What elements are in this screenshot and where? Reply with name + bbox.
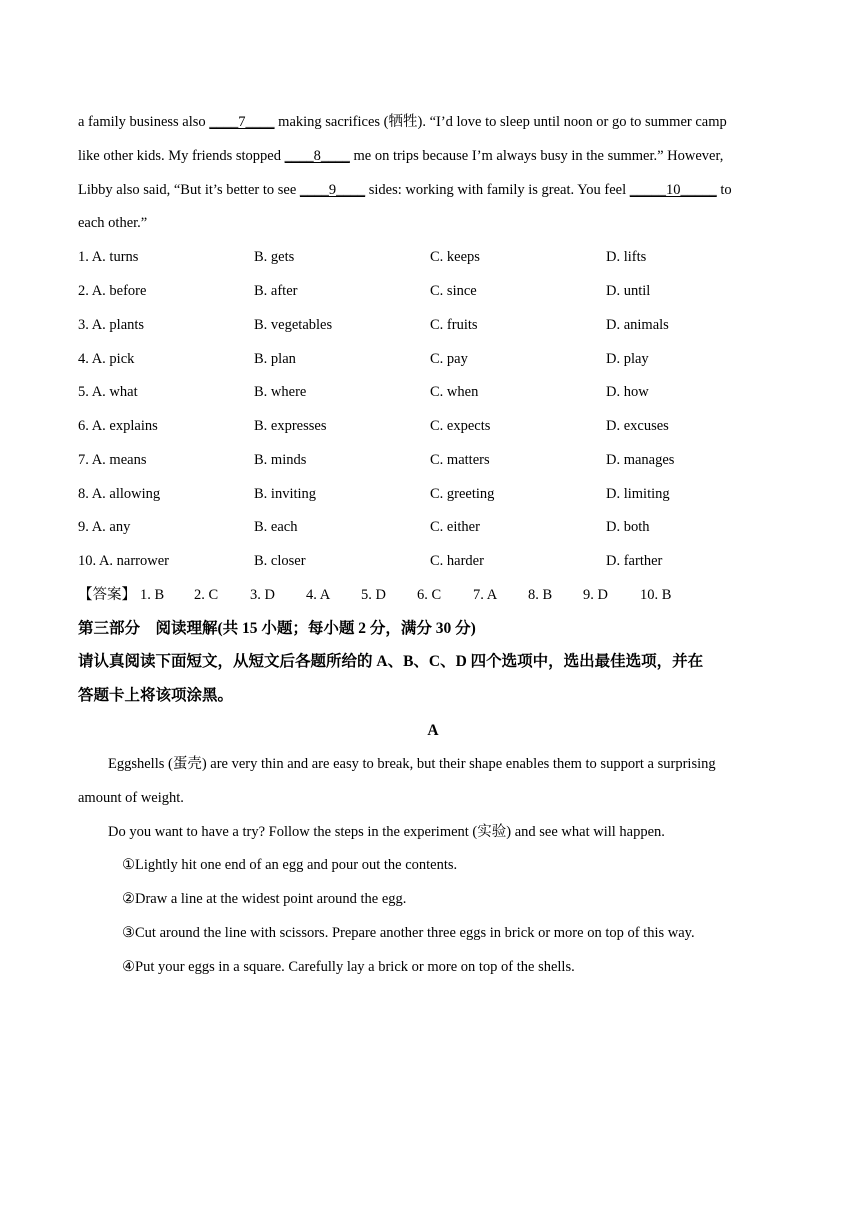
option-c: C. expects	[430, 418, 491, 434]
passage-line-2	[78, 146, 788, 166]
option-a: 3. A. plants	[78, 317, 145, 333]
option-b: B. where	[254, 384, 307, 400]
option-a: 2. A. before	[78, 283, 147, 299]
option-d: D. play	[606, 351, 649, 367]
passage-text: sides: working with family is great. You feel	[365, 182, 630, 198]
section-instruction-line-2: 答题卡上将该项涂黑。	[78, 687, 234, 704]
step-1: ①Lightly hit one end of an egg and pour out the contents.	[122, 857, 458, 873]
option-a: 6. A. explains	[78, 418, 158, 434]
question-options-8	[78, 484, 788, 504]
option-b: B. after	[254, 283, 298, 299]
option-b: B. closer	[254, 553, 306, 569]
option-d: D. excuses	[606, 418, 669, 434]
paragraph-1-line-1: Eggshells (蛋壳) are very thin and are easy to break, but their shape enables them to support a surprising	[108, 756, 716, 772]
question-options-5	[78, 382, 788, 402]
option-a: 10. A. narrower	[78, 553, 170, 569]
answer-item: 9. D	[583, 587, 608, 603]
option-d: D. how	[606, 384, 649, 400]
passage-line-4: each other.”	[78, 215, 148, 231]
option-a: 9. A. any	[78, 519, 131, 535]
question-options-2	[78, 281, 788, 301]
paragraph-2: Do you want to have a try? Follow the steps in the experiment (实验) and see what will happen.	[108, 824, 665, 840]
question-options-7	[78, 450, 788, 470]
answer-item: 1. B	[140, 587, 165, 603]
passage-line-3	[78, 180, 788, 200]
option-c: C. fruits	[430, 317, 478, 333]
answer-label: 【答案】	[78, 587, 136, 603]
passage-text: Libby also said, “But it’s better to see	[78, 182, 300, 198]
option-d: D. limiting	[606, 486, 670, 502]
question-options-6	[78, 416, 788, 436]
option-d: D. until	[606, 283, 651, 299]
option-d: D. both	[606, 519, 650, 535]
passage-heading: A	[427, 722, 439, 739]
option-a: 5. A. what	[78, 384, 138, 400]
option-b: B. vegetables	[254, 317, 333, 333]
option-b: B. gets	[254, 249, 295, 265]
passage-line-1	[78, 112, 788, 132]
option-b: B. inviting	[254, 486, 317, 502]
option-d: D. manages	[606, 452, 675, 468]
step-3: ③Cut around the line with scissors. Prepare another three eggs in brick or more on top of this way.	[122, 925, 695, 941]
option-c: C. keeps	[430, 249, 480, 265]
option-d: D. farther	[606, 553, 663, 569]
question-options-1	[78, 247, 788, 267]
step-4: ④Put your eggs in a square. Carefully lay a brick or more on top of the shells.	[122, 959, 575, 975]
section-title: 第三部分 阅读理解(共 15 小题；每小题 2 分，满分 30 分)	[78, 620, 476, 637]
option-a: 7. A. means	[78, 452, 147, 468]
answer-item: 5. D	[361, 587, 386, 603]
answer-item: 3. D	[250, 587, 275, 603]
answer-item: 4. A	[306, 587, 331, 603]
passage-text: making sacrifices (牺牲). “I’d love to sleep until noon or go to summer camp	[274, 114, 727, 130]
option-c: C. since	[430, 283, 477, 299]
step-2: ②Draw a line at the widest point around the egg.	[122, 891, 407, 907]
option-a: 8. A. allowing	[78, 486, 161, 502]
option-c: C. either	[430, 519, 480, 535]
question-options-3	[78, 315, 788, 335]
option-d: D. animals	[606, 317, 669, 333]
option-d: D. lifts	[606, 249, 647, 265]
blank-9: ____9____	[299, 182, 366, 198]
option-b: B. plan	[254, 351, 296, 367]
passage-text: to	[716, 182, 732, 198]
option-b: B. expresses	[254, 418, 327, 434]
answer-item: 7. A	[473, 587, 498, 603]
option-a: 4. A. pick	[78, 351, 135, 367]
question-options-9	[78, 517, 788, 537]
option-a: 1. A. turns	[78, 249, 139, 265]
option-b: B. minds	[254, 452, 307, 468]
passage-text: me on trips because I’m always busy in the summer.” However,	[349, 148, 724, 164]
option-c: C. greeting	[430, 486, 495, 502]
blank-10: _____10_____	[629, 182, 717, 198]
option-c: C. when	[430, 384, 479, 400]
option-b: B. each	[254, 519, 298, 535]
blank-8: ____8____	[284, 148, 350, 164]
paragraph-1-line-2: amount of weight.	[78, 790, 184, 806]
answer-item: 8. B	[528, 587, 553, 603]
option-c: C. matters	[430, 452, 490, 468]
question-options-4	[78, 349, 788, 369]
passage-text: a family business also	[78, 114, 210, 130]
option-c: C. pay	[430, 351, 468, 367]
question-options-10	[78, 551, 788, 571]
answer-item: 2. C	[194, 587, 219, 603]
section-instruction-line-1: 请认真阅读下面短文，从短文后各题所给的 A、B、C、D 四个选项中，选出最佳选项，并在	[78, 653, 704, 670]
answer-item: 10. B	[640, 587, 672, 603]
passage-text: like other kids. My friends stopped	[78, 148, 285, 164]
blank-7: ____7____	[209, 114, 275, 130]
option-c: C. harder	[430, 553, 484, 569]
answer-item: 6. C	[417, 587, 442, 603]
